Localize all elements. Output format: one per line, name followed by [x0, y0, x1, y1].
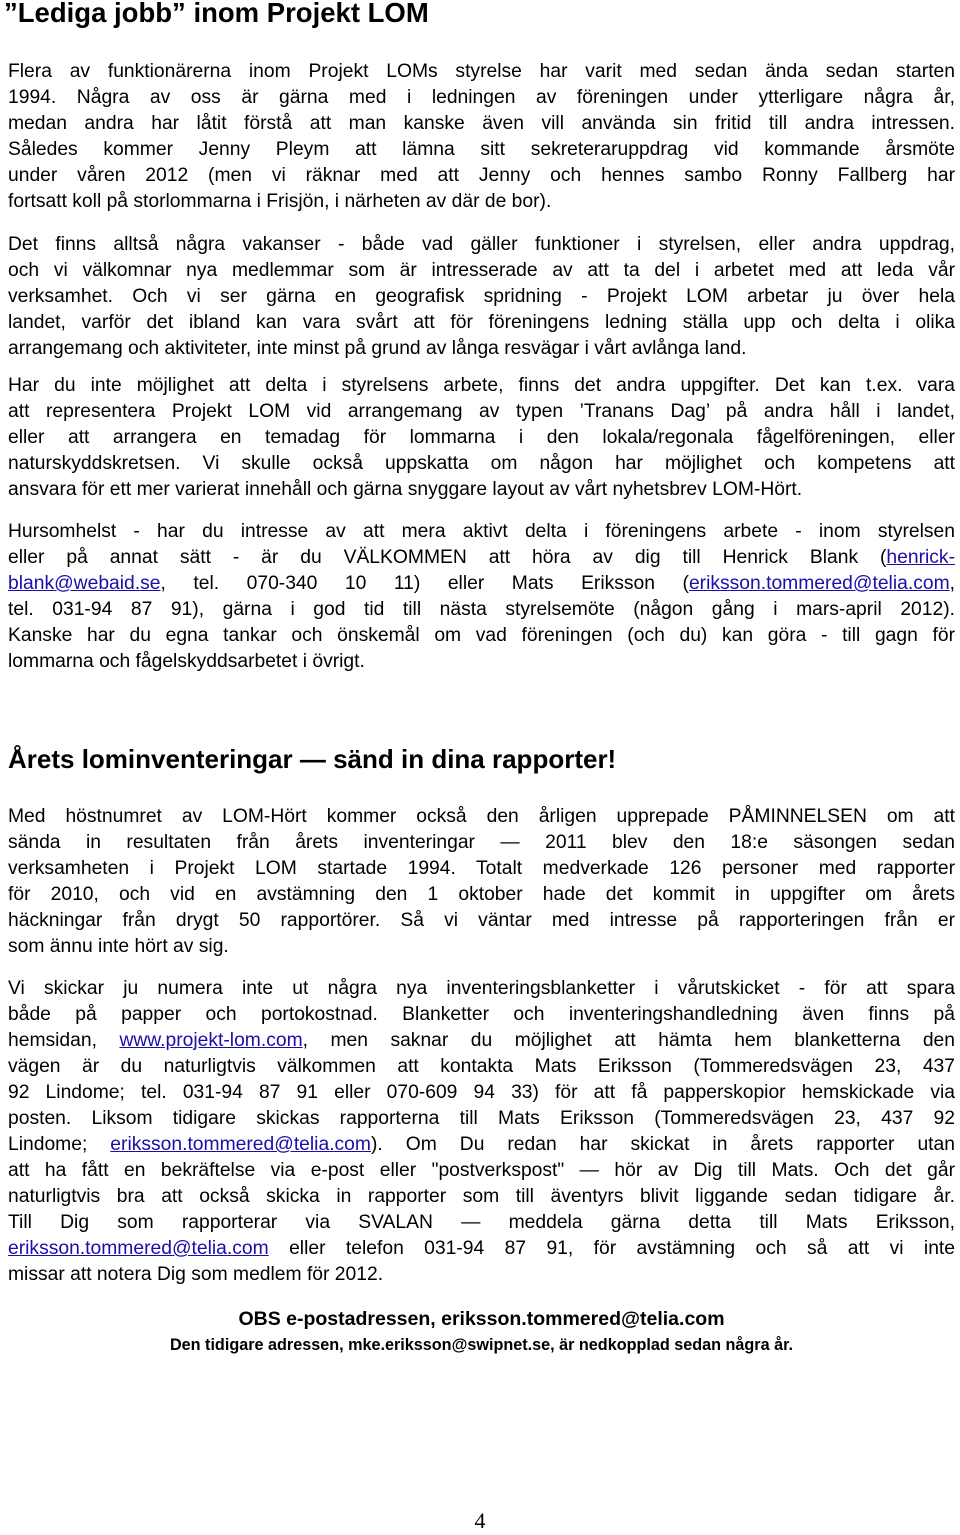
text-line: vägen är du naturligtvis välkommen att kontakta Mats Eriksson (Tommeredsvägen 23, 437: [8, 1056, 955, 1077]
text-line: Det finns alltså några vakanser - både vad gäller funktioner i styrelsen, eller andra uppdrag,: [8, 234, 955, 255]
text-line: 92 Lindome; tel. 031-94 87 91 eller 070-609 94 33) för att få papperskopior hemskickade via: [8, 1082, 955, 1103]
email-link-henrick[interactable]: henrick-: [886, 547, 955, 568]
email-link-mats[interactable]: eriksson.tommered@telia.com: [110, 1134, 371, 1155]
text-line: landet, varför det ibland kan vara svårt att för föreningens ledning ställa upp och delta i olika: [8, 312, 955, 333]
text-line: posten. Liksom tidigare skickas rapporterna till Mats Eriksson (Tommeredsvägen 23, 437 92: [8, 1108, 955, 1129]
text-line: eller på annat sätt - är du VÄLKOMMEN att höra av dig till Henrick Blank (henrick-: [8, 547, 955, 568]
paragraph: [8, 976, 955, 1288]
text-line: som ännu inte hört av sig.: [8, 936, 229, 957]
text-line: både på papper och portokostnad. Blanketter och inventeringshandledning även finns på: [8, 1004, 955, 1025]
text-line: eriksson.tommered@telia.com eller telefon 031-94 87 91, för avstämning och så att vi inte: [8, 1238, 955, 1259]
paragraph: [8, 519, 955, 675]
text-line: sända in resultaten från årets inventeringar — 2011 blev den 18:e säsongen sedan: [8, 832, 955, 853]
text-line: att representera Projekt LOM vid arrangemang av typen ’Tranans Dag’ på andra håll i landet,: [8, 401, 955, 422]
text-line: verksamheten i Projekt LOM startade 1994. Totalt medverkade 126 personer med rapporter: [8, 858, 955, 879]
paragraph: [8, 59, 955, 215]
text-line: Till Dig som rapporterar via SVALAN — meddela gärna detta till Mats Eriksson,: [8, 1212, 955, 1233]
page-number: 4: [474, 1508, 486, 1533]
text-line: hemsidan, www.projekt-lom.com, men saknar du möjlighet att hämta hem blanketterna den: [8, 1030, 955, 1051]
paragraph: [8, 804, 955, 960]
text-line: Kanske har du egna tankar och önskemål om vad föreningen (och du) kan göra - till gagn för: [8, 625, 955, 646]
text-line: eller att arrangera en temadag för lommarna i den lokala/regonala fågelföreningen, eller: [8, 427, 955, 448]
text-line: naturligtvis bra att också skicka in rapporter som till äventyrs blivit liggande sedan tidigare år.: [8, 1186, 955, 1207]
text-line: blank@webaid.se, tel. 070-340 10 11) eller Mats Eriksson (eriksson.tommered@telia.com,: [8, 573, 955, 594]
notice-old-email: Den tidigare adressen, mke.eriksson@swipnet.se, är nedkopplad sedan några år.: [169, 1336, 794, 1354]
text-line: tel. 031-94 87 91), gärna i god tid till nästa styrelsemöte (någon gång i mars-april 2012).: [8, 599, 955, 620]
email-link-mats[interactable]: eriksson.tommered@telia.com: [688, 573, 950, 594]
text-line: under våren 2012 (men vi räknar med att Jenny och hennes sambo Ronny Fallberg har: [8, 165, 955, 186]
text-line: och vi välkomnar nya medlemmar som är intresserade av att ta del i arbetet med att leda vår: [8, 260, 955, 281]
text-line: Med höstnumret av LOM-Hört kommer också den årligen upprepade PÅMINNELSEN om att: [8, 806, 955, 827]
text-line: ansvara för ett mer varierat innehåll och gärna snyggare layout av vårt nyhetsbrev LOM-Hört.: [8, 479, 803, 500]
email-link-henrick[interactable]: blank@webaid.se: [8, 573, 161, 594]
email-link-mats[interactable]: eriksson.tommered@telia.com: [8, 1238, 269, 1259]
text-line: fortsatt koll på storlommarna i Frisjön, i närheten av där de bor).: [8, 191, 552, 212]
text-line: Lindome; eriksson.tommered@telia.com). Om Du redan har skickat in årets rapporter utan: [8, 1134, 955, 1155]
section-title-lediga-jobb: ”Lediga jobb” inom Projekt LOM: [4, 0, 429, 28]
text-line: Vi skickar ju numera inte ut några nya inventeringsblanketter i vårutskicket - för att spara: [8, 978, 955, 999]
text-line: lommarna och fågelskyddsarbetet i övrigt.: [8, 651, 365, 672]
text-line: att ha fått en bekräftelse via e-post eller "postverkspost" — hör av Dig till Mats. Och det går: [8, 1160, 955, 1181]
paragraph: [8, 232, 955, 362]
text-line: naturskyddskretsen. Vi skulle också uppskatta om någon har möjlighet och kompetens att: [8, 453, 955, 474]
text-line: arrangemang och aktiviteter, inte minst på grund av långa resvägar i vårt avlånga land.: [8, 338, 747, 359]
text-line: Således kommer Jenny Pleym att lämna sitt sekreteraruppdrag vid kommande årsmöte: [8, 139, 955, 160]
paragraph: [8, 373, 955, 503]
text-line: häckningar från drygt 50 rapportörer. Så vi väntar med intresse på rapporteringen från er: [8, 910, 955, 931]
text-line: Flera av funktionärerna inom Projekt LOMs styrelse har varit med sedan ända sedan starten: [8, 61, 955, 82]
text-line: Har du inte möjlighet att delta i styrelsens arbete, finns det andra uppgifter. Det kan t.ex. vara: [8, 375, 955, 396]
section-title-lominventeringar: Årets lominventeringar — sänd in dina rapporter!: [8, 744, 617, 774]
text-line: verksamhet. Och vi ser gärna en geografisk spridning - Projekt LOM arbetar ju över hela: [8, 286, 955, 307]
text-line: 1994. Några av oss är gärna med i ledningen av föreningen under ytterligare några år,: [8, 87, 955, 108]
notice-email: OBS e-postadressen, eriksson.tommered@telia.com: [238, 1308, 725, 1330]
text-line: Hursomhelst - har du intresse av att mera aktivt delta i föreningens arbete - inom styrelsen: [8, 521, 955, 542]
website-link[interactable]: www.projekt-lom.com: [119, 1030, 303, 1051]
text-line: för 2010, och vid en avstämning den 1 oktober hade det kommit in uppgifter om årets: [8, 884, 955, 905]
text-line: missar att notera Dig som medlem för 2012.: [8, 1264, 384, 1285]
text-line: medan andra har låtit förstå att man kanske även vill använda sin fritid till andra intressen.: [8, 113, 955, 134]
